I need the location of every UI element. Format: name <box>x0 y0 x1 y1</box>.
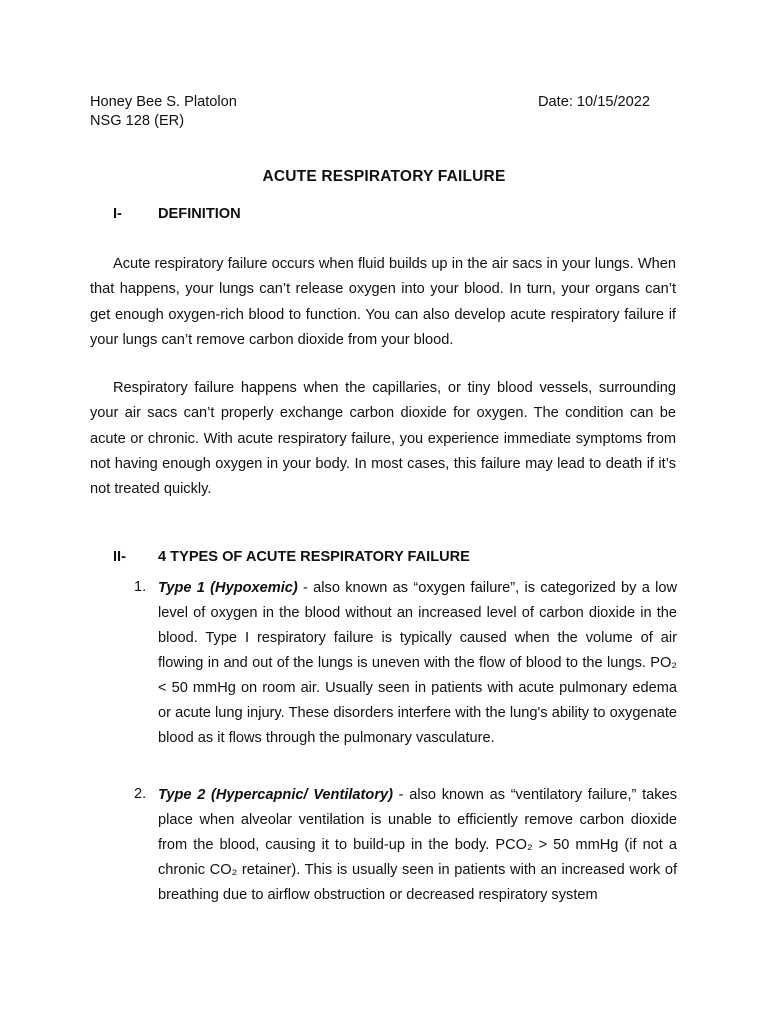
list-item-body <box>158 576 677 751</box>
author-name: Honey Bee S. Platolon <box>90 94 237 110</box>
section-number: I- <box>113 206 122 222</box>
section-number: II- <box>113 549 126 565</box>
section-title: 4 TYPES OF ACUTE RESPIRATORY FAILURE <box>158 549 470 565</box>
definition-paragraph-1: Acute respiratory failure occurs when fluid builds up in the air sacs in your lungs. When that happens, your lungs can’t release oxygen into your blood. In turn, your organs can’t get enough oxygen-rich blood to function. You can also develop acute respiratory failure if your lungs can’t remove carbon dioxide from your blood. <box>90 256 676 348</box>
list-item-text: - also known as “oxygen failure”, is categorized by a low level of oxygen in the blood without an increased level of carbon dioxide in the blood. Type I respiratory failure is typically caused when the volume of air flowing in and out of the lungs is uneven with the flow of blood to the lungs. PO₂ < 50 mmHg on room air. Usually seen in patients with acute pulmonary edema or acute lung injury. These disorders interfere with the lung's ability to oxygenate blood as it flows through the pulmonary vasculature. <box>158 580 677 746</box>
definition-paragraph-2: Respiratory failure happens when the capillaries, or tiny blood vessels, surrounding your air sacs can’t properly exchange carbon dioxide for oxygen. The condition can be acute or chronic. With acute respiratory failure, you experience immediate symptoms from not having enough oxygen in your body. In most cases, this failure may lead to death if it’s not treated quickly. <box>90 380 676 498</box>
list-item-number: 1. <box>134 579 147 595</box>
list-item-number: 2. <box>134 786 147 802</box>
section-heading-types <box>113 549 470 565</box>
list-item-body <box>158 783 677 908</box>
section-heading-definition <box>113 206 241 222</box>
course-code: NSG 128 (ER) <box>90 113 185 129</box>
list-item-term: Type 2 (Hypercapnic/ Ventilatory) <box>158 787 393 803</box>
list-item-term: Type 1 (Hypoxemic) <box>158 580 298 596</box>
section-title: DEFINITION <box>158 206 241 222</box>
date-line: Date: 10/15/2022 <box>538 94 650 110</box>
list-item-text: - also known as “ventilatory failure,” takes place when alveolar ventilation is unable to efficiently remove carbon dioxide from the blood, causing it to build-up in the body. PCO₂ > 50 mmHg (if not a chronic CO₂ retainer). This is usually seen in patients with an increased work of breathing due to airflow obstruction or decreased respiratory system <box>158 787 677 903</box>
document-title: ACUTE RESPIRATORY FAILURE <box>262 168 506 185</box>
author-block <box>90 93 237 131</box>
